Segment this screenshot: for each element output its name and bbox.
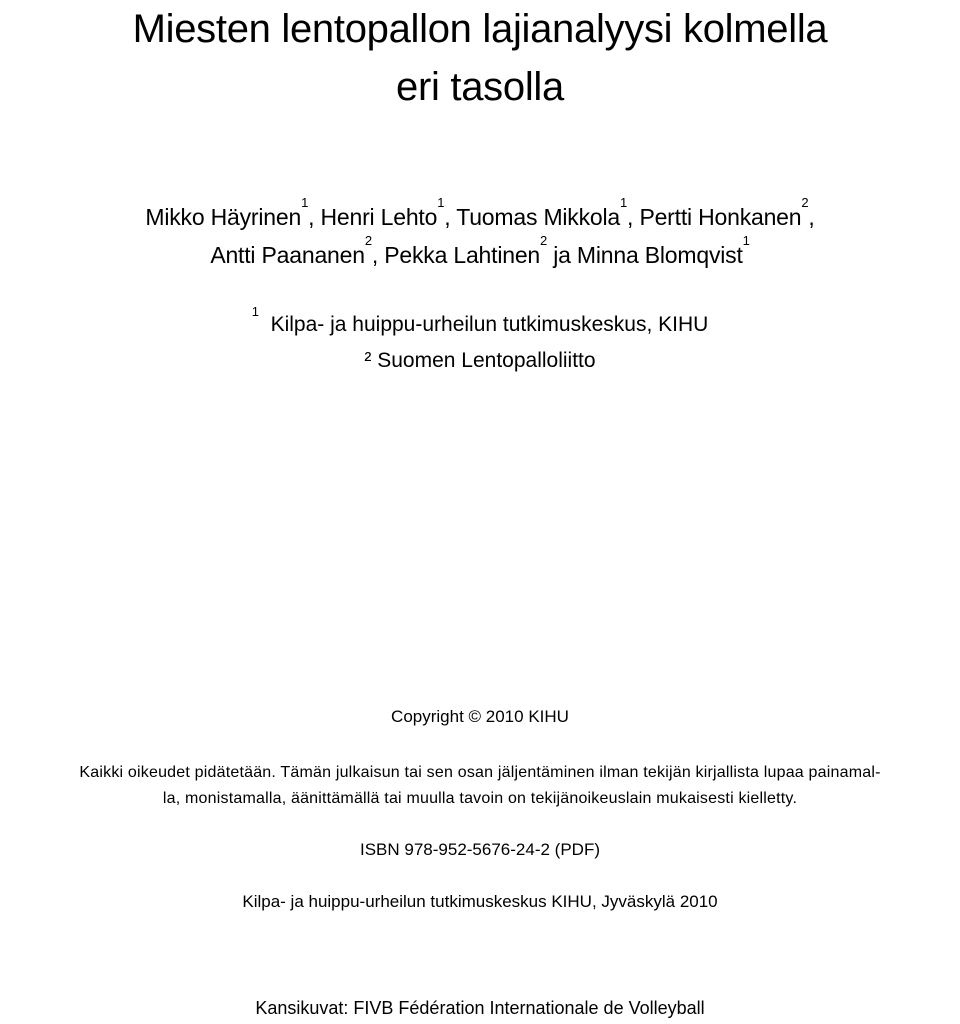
rights-line-2: la, monistamalla, äänittämällä tai muulla tavoin on tekijänoikeuslain mukaisesti kielletty. <box>162 790 798 807</box>
document-title <box>0 0 960 116</box>
author-affiliation-marker: 2 <box>540 233 548 248</box>
isbn-number: ISBN 978-952-5676-24-2 (PDF) <box>359 840 600 859</box>
author-name: Antti Paananen <box>210 242 365 268</box>
author-name: Minna Blomqvist <box>576 242 743 268</box>
affiliation-marker: ² <box>364 349 372 372</box>
title-line-1: Miesten lentopallon lajianalyysi kolmella <box>132 7 828 51</box>
affiliation-text: Suomen Lentopalloliitto <box>377 349 596 372</box>
author-list <box>0 195 960 274</box>
rights-statement <box>0 760 960 812</box>
author-separator: , <box>627 204 640 230</box>
author-affiliation-marker: 1 <box>742 233 750 248</box>
copyright-notice: Copyright © 2010 KIHU <box>391 707 569 726</box>
author-affiliation-marker: 1 <box>301 195 309 210</box>
author-affiliation-marker: 2 <box>364 233 372 248</box>
publisher-line: Kilpa- ja huippu-urheilun tutkimuskeskus KIHU, Jyväskylä 2010 <box>242 892 718 911</box>
author-name: Tuomas Mikkola <box>456 204 621 230</box>
affiliation-text: Kilpa- ja huippu-urheilun tutkimuskeskus, KIHU <box>270 313 709 336</box>
title-line-2: eri tasolla <box>396 65 564 109</box>
author-separator: , <box>808 204 815 230</box>
cover-photo-credit: Kansikuvat: FIVB Fédération Internationale de Volleyball <box>255 998 705 1018</box>
author-separator: ja <box>547 242 577 268</box>
affiliation-marker: 1 <box>251 304 259 319</box>
author-name: Mikko Häyrinen <box>145 204 302 230</box>
author-name: Pekka Lahtinen <box>384 242 540 268</box>
author-separator: , <box>444 204 457 230</box>
author-separator: , <box>308 204 321 230</box>
author-affiliation-marker: 1 <box>620 195 628 210</box>
author-name: Pertti Honkanen <box>639 204 802 230</box>
author-line-1 <box>0 195 960 236</box>
affiliation-item <box>0 304 960 343</box>
affiliation-list <box>0 304 960 379</box>
author-line-2 <box>0 233 960 274</box>
author-separator: , <box>371 242 385 268</box>
author-name: Henri Lehto <box>320 204 438 230</box>
author-affiliation-marker: 1 <box>437 195 445 210</box>
author-affiliation-marker: 2 <box>801 195 809 210</box>
affiliation-item <box>0 343 960 379</box>
rights-line-1: Kaikki oikeudet pidätetään. Tämän julkaisun tai sen osan jäljentäminen ilman tekijän kirjallista lupaa painamal- <box>79 764 881 781</box>
